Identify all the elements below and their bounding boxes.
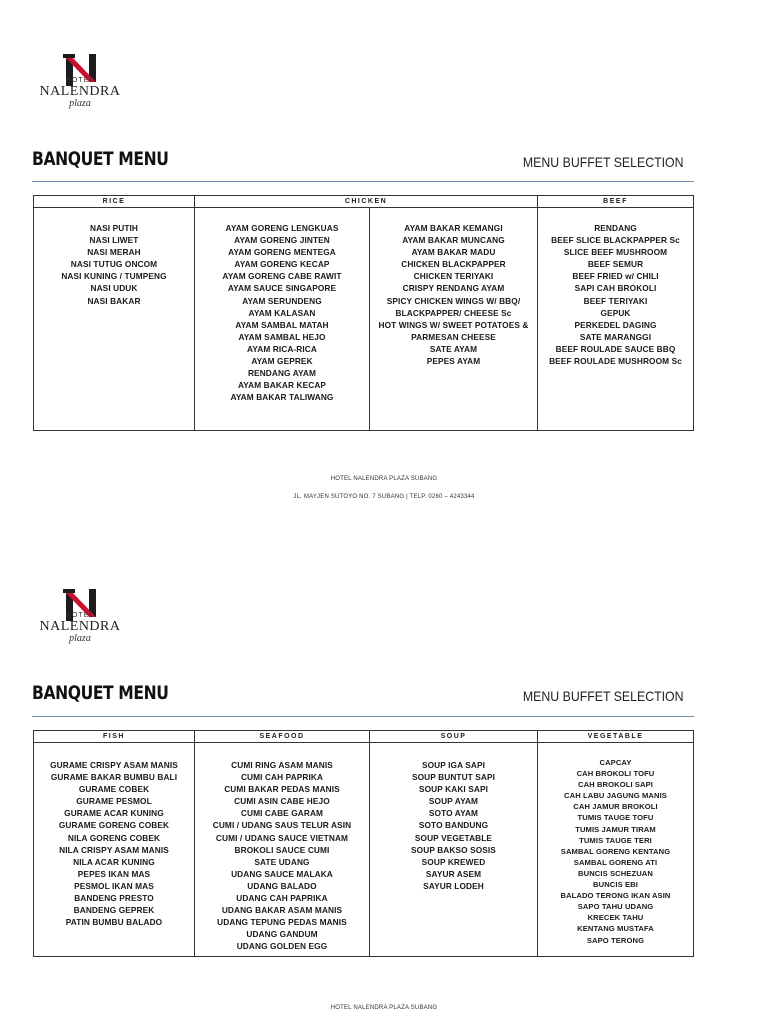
column-header-vegetable: VEGETABLE <box>538 731 694 743</box>
column-header-soup: SOUP <box>370 731 538 743</box>
menu-item: UDANG CAH PAPRIKA <box>236 893 328 904</box>
menu-item: AYAM GORENG LENGKUAS <box>225 223 339 233</box>
menu-item: CAPCAY <box>599 758 632 767</box>
hotel-logo <box>38 52 122 114</box>
menu-item: BEEF SEMUR <box>587 259 644 270</box>
menu-item: AYAM BAKAR TALIWANG <box>230 392 334 403</box>
menu-item: SLICE BEEF MUSHROOM <box>563 247 668 258</box>
menu-item: SAPO TERONG <box>586 935 645 945</box>
menu-item: CUMI CABE GARAM <box>240 808 324 819</box>
chicken-column-2 <box>370 208 538 431</box>
menu-item: UDANG TEPUNG PEDAS MANIS <box>217 917 347 928</box>
menu-item: NASI LIWET <box>89 235 139 246</box>
menu-item: SATE AYAM <box>429 343 478 354</box>
menu-item: SOUP IGA SAPI <box>421 760 486 770</box>
page-title: BANQUET MENU <box>32 148 169 170</box>
soup-column <box>370 743 538 957</box>
menu-item: PERKEDEL DAGING <box>574 319 657 330</box>
menu-item: BEEF FRIED w/ CHILI <box>572 271 659 282</box>
menu-item: CAH LABU JAGUNG MANIS <box>564 791 667 801</box>
page-subtitle: MENU BUFFET SELECTION <box>523 154 684 170</box>
menu-item: AYAM GORENG MENTEGA <box>228 247 336 258</box>
logo-plaza-text: plaza <box>69 98 91 109</box>
menu-item: NILA ACAR KUNING <box>73 856 155 867</box>
menu-item: RENDANG AYAM <box>247 368 317 379</box>
page-title: BANQUET MENU <box>32 682 169 704</box>
vegetable-column <box>538 743 694 957</box>
menu-item: AYAM RICA-RICA <box>247 343 317 354</box>
menu-item: BEEF ROULADE SAUCE BBQ <box>555 343 676 354</box>
rice-column <box>34 208 195 431</box>
menu-item: GURAME ACAR KUNING <box>64 808 164 819</box>
menu-item: BEEF ROULADE MUSHROOM Sc <box>549 356 682 367</box>
column-header-rice: RICE <box>34 196 195 208</box>
menu-item: BALADO TERONG IKAN ASIN <box>560 891 671 901</box>
beef-column <box>538 208 694 431</box>
menu-item: BUNCIS SCHEZUAN <box>578 868 653 878</box>
menu-item: PEPES IKAN MAS <box>77 868 151 879</box>
menu-item: TUMIS JAMUR TIRAM <box>575 824 656 834</box>
menu-item: CUMI RING ASAM MANIS <box>231 760 333 770</box>
menu-item: BLACKPAPPER/ CHEESE Sc <box>395 307 512 318</box>
menu-item: TUMIS TAUGE TOFU <box>577 813 654 823</box>
menu-item: SOUP AYAM <box>428 796 479 807</box>
menu-item: SOTO AYAM <box>428 808 479 819</box>
menu-table-fish-seafood-soup-vegetable <box>33 730 694 957</box>
menu-item: BANDENG PRESTO <box>74 893 154 904</box>
menu-item: AYAM GEPREK <box>251 356 313 367</box>
footer-hotel-name: HOTEL NALENDRA PLAZA SUBANG <box>330 1005 438 1011</box>
menu-item: UDANG BAKAR ASAM MANIS <box>221 905 343 916</box>
menu-item: SAMBAL GORENG ATI <box>573 857 658 867</box>
menu-item: UDANG GANDUM <box>246 929 318 940</box>
menu-item: PEPES AYAM <box>426 356 481 367</box>
menu-item: SAPI CAH BROKOLI <box>574 283 657 294</box>
menu-item: GURAME CRISPY ASAM MANIS <box>50 760 178 770</box>
page-subtitle: MENU BUFFET SELECTION <box>523 688 684 704</box>
menu-item: CUMI CAH PAPRIKA <box>240 772 324 783</box>
menu-item: AYAM SAUCE SINGAPORE <box>227 283 337 294</box>
menu-item: AYAM GORENG KECAP <box>234 259 330 270</box>
menu-table-rice-chicken-beef <box>33 195 694 431</box>
menu-item: HOT WINGS W/ SWEET POTATOES & <box>378 319 529 330</box>
menu-item: AYAM KALASAN <box>248 307 316 318</box>
menu-item: RENDANG <box>594 223 637 233</box>
menu-item: SOUP KAKI SAPI <box>418 784 489 795</box>
menu-item: CHICKEN BLACKPAPPER <box>401 259 506 270</box>
menu-item: AYAM BAKAR KECAP <box>237 380 327 391</box>
menu-item: CUMI BAKAR PEDAS MANIS <box>224 784 340 795</box>
logo-plaza-text: plaza <box>69 633 91 644</box>
title-divider <box>32 181 694 182</box>
menu-item: CRISPY RENDANG AYAM <box>402 283 505 294</box>
menu-item: SOUP KREWED <box>421 856 486 867</box>
menu-item: CAH JAMUR BROKOLI <box>573 802 658 812</box>
menu-item: BUNCIS EBI <box>593 880 638 890</box>
menu-item: SATE MARANGGI <box>579 331 652 342</box>
menu-item: AYAM GORENG CABE RAWIT <box>222 271 342 282</box>
menu-item: AYAM BAKAR MADU <box>411 247 496 258</box>
menu-item: GEPUK <box>600 307 631 318</box>
menu-item: AYAM SAMBAL HEJO <box>238 331 326 342</box>
seafood-column <box>195 743 370 957</box>
column-header-chicken: CHICKEN <box>195 196 538 208</box>
menu-item: SOUP VEGETABLE <box>414 832 493 843</box>
menu-item: SAYUR ASEM <box>425 868 482 879</box>
menu-item: NASI PUTIH <box>89 223 139 233</box>
menu-item: AYAM SERUNDENG <box>242 295 322 306</box>
menu-item: NILA GORENG COBEK <box>67 832 161 843</box>
menu-item: SOTO BANDUNG <box>418 820 489 831</box>
hotel-logo <box>38 587 122 649</box>
menu-item: SATE UDANG <box>254 856 310 867</box>
menu-item: PARMESAN CHEESE <box>411 331 496 342</box>
logo-name-text: NALENDRA <box>39 619 121 634</box>
menu-item: BEEF TERIYAKI <box>583 295 648 306</box>
menu-item: UDANG GOLDEN EGG <box>236 941 328 952</box>
menu-item: CAH BROKOLI TOFU <box>576 769 655 779</box>
menu-item: CHICKEN TERIYAKI <box>413 271 494 282</box>
logo-hotel-text: HOTEL <box>65 77 95 84</box>
menu-item: AYAM BAKAR KEMANGI <box>404 223 503 233</box>
menu-item: CAH BROKOLI SAPI <box>577 780 653 790</box>
menu-item: NASI MERAH <box>87 247 141 258</box>
menu-page-2 <box>0 535 768 1024</box>
menu-item: PATIN BUMBU BALADO <box>65 917 163 928</box>
menu-item: NASI UDUK <box>90 283 138 294</box>
menu-item: BEEF SLICE BLACKPAPPER Sc <box>551 235 680 246</box>
menu-item: NASI BAKAR <box>87 295 141 306</box>
menu-item: AYAM SAMBAL MATAH <box>235 319 329 330</box>
menu-item: CUMI ASIN CABE HEJO <box>234 796 330 807</box>
menu-item: UDANG SAUCE MALAKA <box>231 868 333 879</box>
menu-item: BROKOLI SAUCE CUMI <box>234 844 330 855</box>
menu-item: NILA CRISPY ASAM MANIS <box>59 844 169 855</box>
column-header-seafood: SEAFOOD <box>195 731 370 743</box>
menu-item: BANDENG GEPREK <box>73 905 155 916</box>
menu-item: SAMBAL GORENG KENTANG <box>560 846 671 856</box>
column-header-fish: FISH <box>34 731 195 743</box>
menu-item: SOUP BUNTUT SAPI <box>411 772 496 783</box>
chicken-column-1 <box>195 208 370 431</box>
logo-hotel-text: HOTEL <box>65 612 95 619</box>
menu-item: SAYUR LODEH <box>423 880 484 891</box>
menu-item: GURAME PESMOL <box>76 796 152 807</box>
menu-item: KENTANG MUSTAFA <box>577 924 654 934</box>
menu-item: GURAME BAKAR BUMBU BALI <box>50 772 178 783</box>
menu-item: UDANG BALADO <box>247 880 317 891</box>
menu-item: SOUP BAKSO SOSIS <box>411 844 496 855</box>
menu-item: AYAM BAKAR MUNCANG <box>402 235 505 246</box>
footer-address: JL. MAYJEN SUTOYO NO. 7 SUBANG | TELP. 0260 – 4243344 <box>293 494 475 500</box>
menu-item: SPICY CHICKEN WINGS W/ BBQ/ <box>386 295 521 306</box>
menu-item: NASI KUNING / TUMPENG <box>61 271 167 282</box>
menu-item: PESMOL IKAN MAS <box>74 880 154 891</box>
title-divider <box>32 716 694 717</box>
menu-item: KRECEK TAHU <box>587 913 644 923</box>
menu-item: GURAME GORENG COBEK <box>58 820 170 831</box>
column-header-beef: BEEF <box>538 196 694 208</box>
fish-column <box>34 743 195 957</box>
menu-item: TUMIS TAUGE TERI <box>579 835 652 845</box>
menu-item: AYAM GORENG JINTEN <box>234 235 330 246</box>
menu-item: NASI TUTUG ONCOM <box>70 259 158 270</box>
menu-item: CUMI / UDANG SAUCE VIETNAM <box>215 832 349 843</box>
footer-hotel-name: HOTEL NALENDRA PLAZA SUBANG <box>330 476 438 482</box>
logo-name-text: NALENDRA <box>39 84 121 99</box>
menu-item: CUMI / UDANG SAUS TELUR ASIN <box>212 820 352 831</box>
menu-item: GURAME COBEK <box>78 784 150 795</box>
menu-item: SAPO TAHU UDANG <box>577 902 654 912</box>
